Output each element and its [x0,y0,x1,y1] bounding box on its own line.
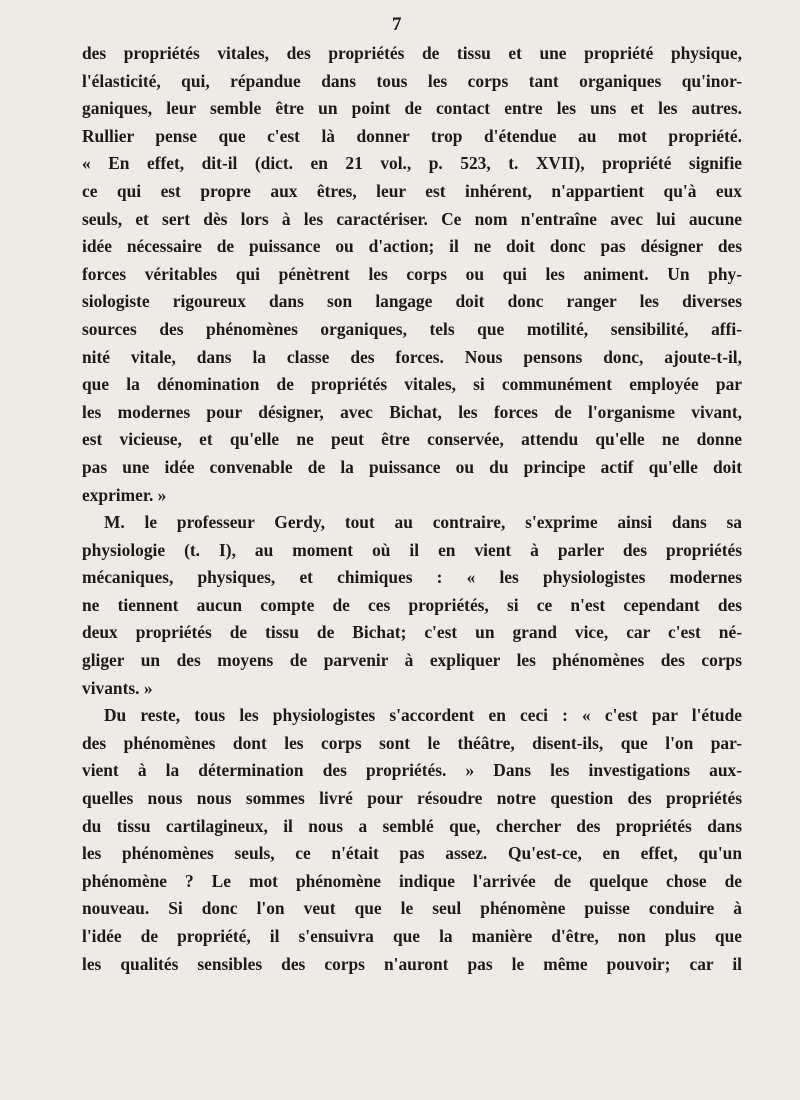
text-line: les modernes pour désigner, avec Bichat, les forces de l'organisme vivant, [82,401,742,422]
text-line: nité vitale, dans la classe des forces. Nous pensons donc, ajoute-t-il, [82,346,742,367]
text-line: quelles nous nous sommes livré pour résoudre notre question des propriétés [82,788,742,809]
text-line: siologiste rigoureux dans son langage doit donc ranger les diverses [82,291,742,312]
text-line: sources des phénomènes organiques, tels que motilité, sensibilité, affi- [82,318,742,339]
text-line: pas une idée convenable de la puissance ou du principe actif qu'elle doit [82,456,742,477]
text-line: l'idée de propriété, il s'ensuivra que la manière d'être, non plus que [82,926,742,946]
text-line: ganiques, leur semble être un point de contact entre les uns et les autres. [82,98,742,119]
text-line: seuls, et sert dès lors à les caractériser. Ce nom n'entraîne avec lui aucune [82,208,742,229]
text-line: phénomène ? Le mot phénomène indique l'arrivée de quelque chose de [82,870,742,891]
text-line: « En effet, dit-il (dict. en 21 vol., p. 523, t. XVII), propriété signifie [82,153,742,174]
text-line: idée nécessaire de puissance ou d'action; il ne doit donc pas désigner des [82,236,742,257]
text-line: vient à la détermination des propriétés. » Dans les investigations aux- [82,760,742,781]
text-line: Du reste, tous les physiologistes s'accordent en ceci : « c'est par l'étude [104,705,742,726]
text-line: physiologie (t. I), au moment où il en vient à parler des propriétés [82,539,742,560]
text-line: mécaniques, physiques, et chimiques : « les physiologistes modernes [82,567,742,588]
text-line: l'élasticité, qui, répandue dans tous les corps tant organiques qu'inor- [82,70,742,91]
text-line: est vicieuse, et qu'elle ne peut être conservée, attendu qu'elle ne donne [82,429,742,450]
text-line: M. le professeur Gerdy, tout au contraire, s'exprime ainsi dans sa [104,512,742,533]
text-line: que la dénomination de propriétés vitales, si communément employée par [82,374,742,395]
text-line: du tissu cartilagineux, il nous a semblé que, chercher des propriétés dans [82,815,742,836]
text-line: deux propriétés de tissu de Bichat; c'est un grand vice, car c'est né- [82,622,742,643]
text-line: ce qui est propre aux êtres, leur est inhérent, n'appartient qu'à eux [82,180,742,201]
text-line: exprimer. » [82,484,167,505]
text-line: les phénomènes seuls, ce n'était pas assez. Qu'est-ce, en effet, qu'un [82,843,742,864]
page-number: 7 [392,14,402,35]
text-line: vivants. » [82,677,153,698]
text-line: nouveau. Si donc l'on veut que le seul phénomène puisse conduire à [82,898,742,919]
text-line: des phénomènes dont les corps sont le théâtre, disent-ils, que l'on par- [82,732,742,753]
text-line: forces véritables qui pénètrent les corps ou qui les animent. Un phy- [82,263,742,284]
text-line: Rullier pense que c'est là donner trop d'étendue au mot propriété. [82,125,742,146]
body-text [82,40,742,978]
text-line: des propriétés vitales, des propriétés de tissu et une propriété physique, [82,43,742,63]
text-line: les qualités sensibles des corps n'auront pas le même pouvoir; car il [82,953,742,974]
text-line: gliger un des moyens de parvenir à expliquer les phénomènes des corps [82,650,742,671]
text-line: ne tiennent aucun compte de ces propriétés, si ce n'est cependant des [82,594,742,615]
